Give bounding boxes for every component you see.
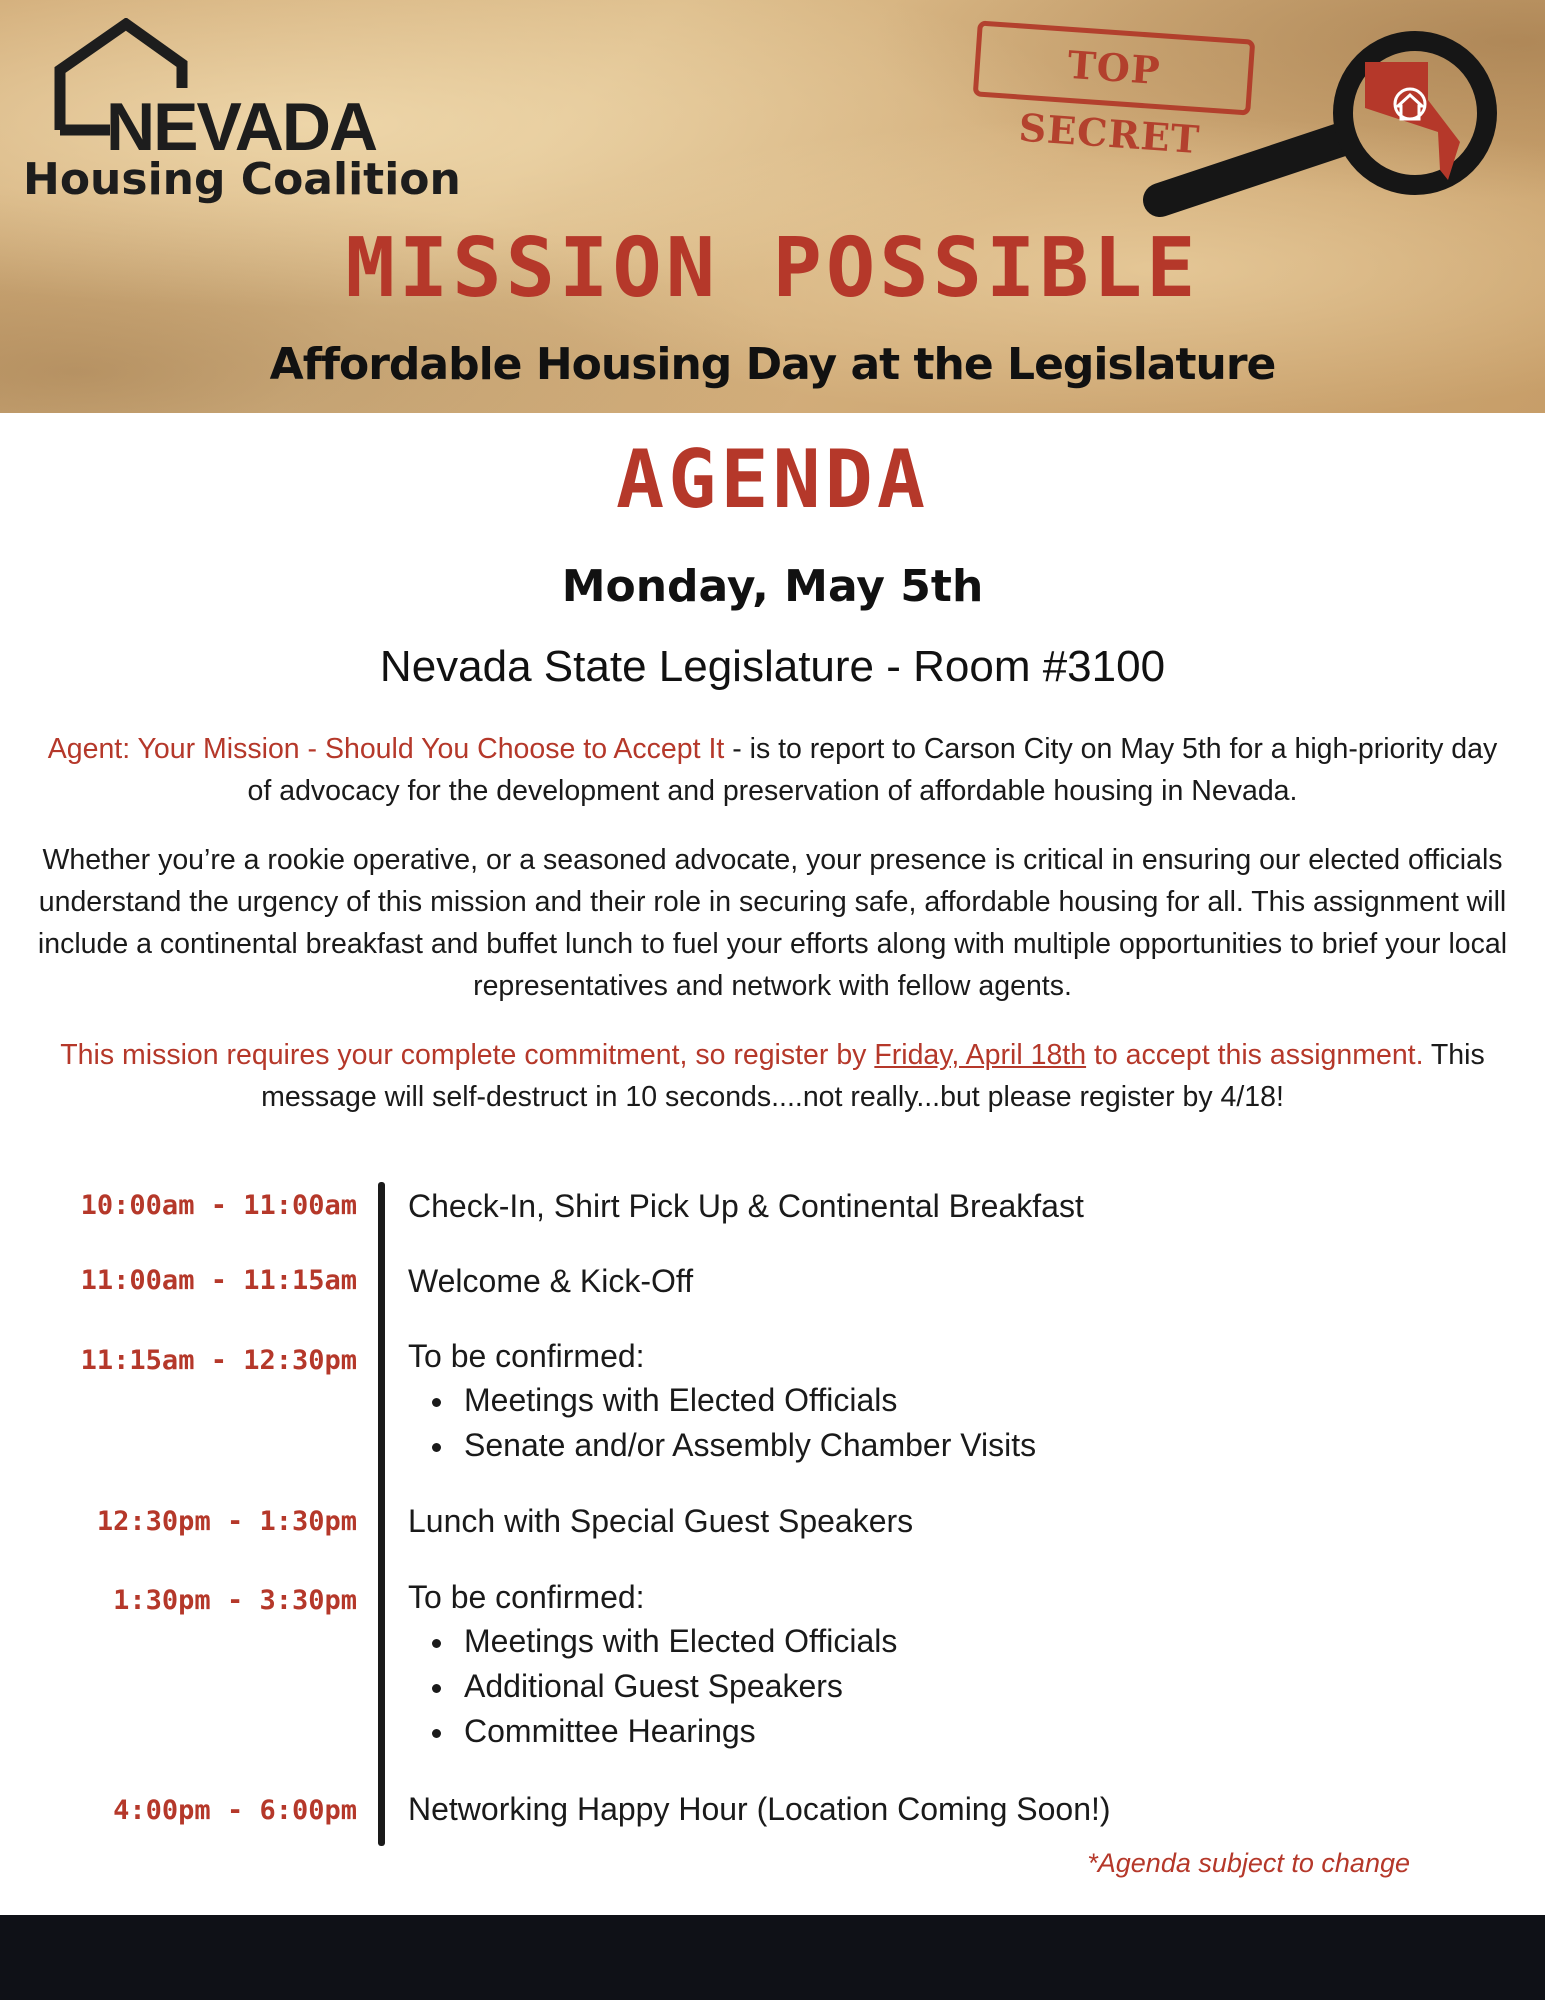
footer-bar — [0, 1915, 1545, 2000]
event-date: Monday, May 5th — [561, 561, 984, 612]
schedule-time: 11:15am - 12:30pm — [80, 1345, 357, 1376]
schedule-bullet-list — [408, 1378, 1036, 1468]
registration-paragraph — [35, 1034, 1510, 1118]
mission-possible-title: MISSION POSSIBLE — [345, 221, 1200, 316]
registration-deadline-link[interactable]: Friday, April 18th — [874, 1039, 1087, 1071]
registration-text-part2: to accept this assignment. — [1086, 1039, 1424, 1071]
logo-tagline: Housing Coalition — [23, 154, 461, 205]
list-item: Committee Hearings — [408, 1709, 897, 1754]
intro-text: - is to report to Carson City on May 5th for a high-priority day of advocacy for the development and preservation of affordable housing in Nevada. — [247, 733, 1498, 807]
registration-text-part1: This mission requires your complete commitment, so register by — [60, 1039, 875, 1071]
schedule-bullet-list — [408, 1619, 897, 1754]
event-location: Nevada State Legislature - Room #3100 — [379, 642, 1166, 691]
schedule-time: 4:00pm - 6:00pm — [113, 1795, 357, 1826]
list-item: Senate and/or Assembly Chamber Visits — [408, 1423, 1036, 1468]
schedule-time: 11:00am - 11:15am — [80, 1265, 357, 1296]
schedule-item-title: To be confirmed: — [408, 1338, 645, 1374]
schedule-time: 1:30pm - 3:30pm — [113, 1585, 357, 1616]
schedule-item-title: Networking Happy Hour (Location Coming Soon!) — [408, 1791, 1111, 1827]
agenda-footnote: *Agenda subject to change — [1087, 1848, 1410, 1878]
banner-subtitle: Affordable Housing Day at the Legislature — [269, 339, 1276, 390]
intro-paragraph — [35, 728, 1510, 812]
schedule-item-title: To be confirmed: — [408, 1579, 645, 1615]
list-item: Meetings with Elected Officials — [408, 1619, 897, 1664]
list-item: Meetings with Elected Officials — [408, 1378, 1036, 1423]
logo-nevada-text: NEVADA — [106, 89, 377, 165]
body-paragraph: Whether you’re a rookie operative, or a seasoned advocate, your presence is critical in ensuring our elected officials understand the urgency of this mission and their role in securing safe, affordable housing for all. This assignment will include a continental breakfast and buffet lunch to fuel your efforts along with multiple opportunities to brief your local representatives and network with fellow agents. — [37, 844, 1508, 1002]
nevada-housing-coalition-logo — [18, 18, 488, 208]
list-item: Additional Guest Speakers — [408, 1664, 897, 1709]
schedule-item-title: Welcome & Kick-Off — [408, 1263, 694, 1299]
magnifying-glass-nevada-icon — [1140, 20, 1520, 220]
agenda-heading: AGENDA — [616, 433, 929, 526]
schedule-time: 12:30pm - 1:30pm — [96, 1506, 357, 1537]
schedule-item-title: Lunch with Special Guest Speakers — [408, 1503, 914, 1539]
top-secret-stamp: TOP SECRET — [973, 20, 1256, 115]
registration-text-part3: This message will self-destruct in 10 seconds....not really...but please register by 4/18! — [261, 1039, 1485, 1113]
header-banner — [0, 0, 1545, 413]
schedule-item-title: Check-In, Shirt Pick Up & Continental Breakfast — [408, 1188, 1084, 1224]
schedule-divider — [378, 1182, 385, 1846]
schedule-time: 10:00am - 11:00am — [80, 1190, 357, 1221]
mission-highlight: Agent: Your Mission - Should You Choose to Accept It — [47, 733, 725, 765]
